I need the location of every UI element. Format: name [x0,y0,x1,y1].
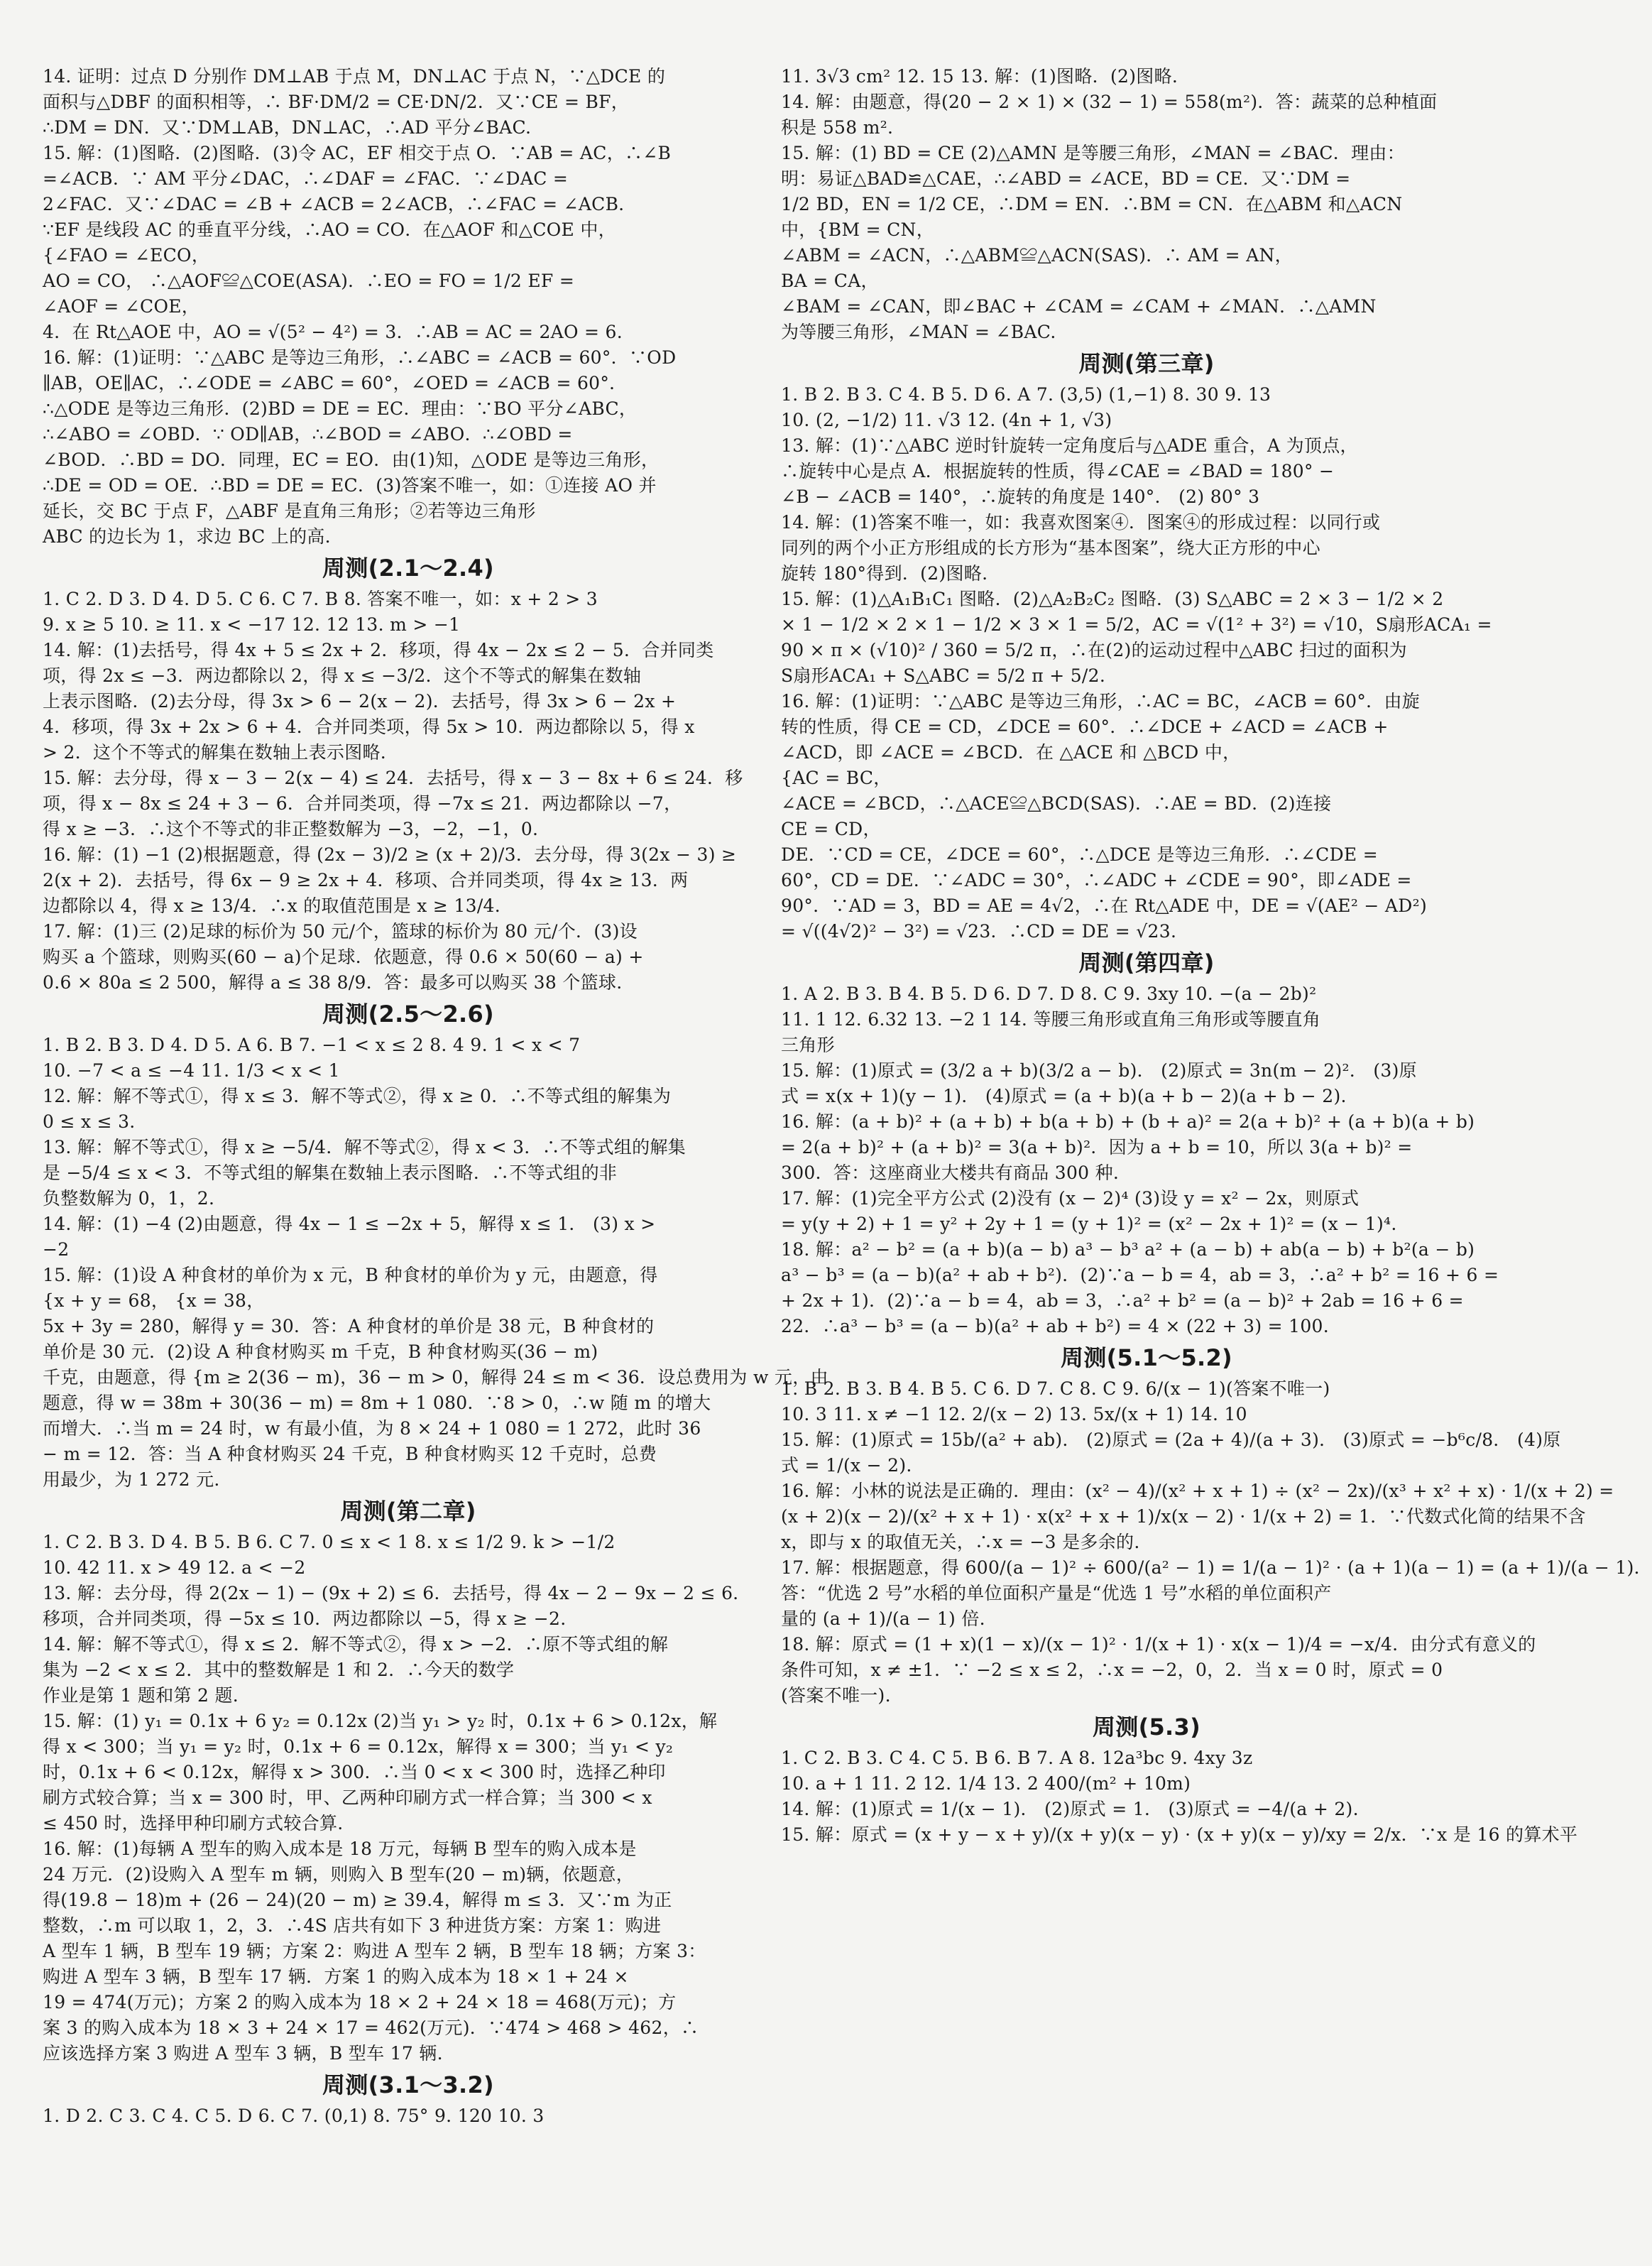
text-line: 积是 558 m². [781,117,894,138]
text-line: 明：易证△BAD≌△CAE，∴∠ABD = ∠ACE，BD = CE．又∵DM = [781,168,1351,189]
text-line: 购进 A 型车 3 辆，B 型车 17 辆．方案 1 的购入成本为 18 × 1 + 24 × [43,1966,629,1987]
text-line: 负整数解为 0，1，2. [43,1188,215,1209]
text-line: AO = CO， ∴△AOF≌△COE(ASA)．∴EO = FO = 1/2 EF = [43,271,575,291]
text-line: 17. 解：根据题意，得 600/(a − 1)² ÷ 600/(a² − 1) = 1/(a − 1)² · (a + 1)(a − 1) = (a + 1)/(a − 1)． [781,1557,1652,1578]
text-line: 1. C 2. D 3. D 4. D 5. C 6. C 7. B 8. 答案不唯一，如：x + 2 > 3 [43,589,598,609]
text-line: × 1 − 1/2 × 2 × 1 − 1/2 × 3 × 1 = 5/2，AC = √(1² + 3²) = √10，S扇形ACA₁ = [781,614,1492,635]
text-line: 10. (2, −1/2) 11. √3 12. (4n + 1, √3) [781,410,1112,430]
text-line: 9. x ≥ 5 10. ≥ 11. x < −17 12. 12 13. m > −1 [43,614,461,635]
text-line: − m = 12．答：当 A 种食材购买 24 千克，B 种食材购买 12 千克时，总费 [43,1444,657,1464]
text-line: 千克，由题意，得 {m ≥ 2(36 − m)，36 − m > 0，解得 24 ≤ m < 36．设总费用为 w 元，由 [43,1367,828,1388]
text-line: 19 = 474(万元)；方案 2 的购入成本为 18 × 2 + 24 × 18 = 468(万元)；方 [43,1992,677,2012]
text-line: 1. B 2. B 3. C 4. B 5. D 6. A 7. (3,5) (1,−1) 8. 30 9. 13 [781,384,1271,405]
text-line: 旋转 180°得到．(2)图略. [781,563,988,584]
text-line: 24 万元．(2)设购入 A 型车 m 辆，则购入 B 型车(20 − m)辆，依题意， [43,1864,635,1885]
text-line: 15. 解：(1)原式 = 15b/(a² + ab)． (2)原式 = (2a + 4)/(a + 3)． (3)原式 = −b⁶c/8． (4)原 [781,1429,1561,1450]
right-column [781,64,1652,1848]
text-line: 15. 解：(1) y₁ = 0.1x + 6 y₂ = 0.12x (2)当 y₁ > y₂ 时，0.1x + 6 > 0.12x，解 [43,1711,718,1731]
text-line: 15. 解：原式 = (x + y − x + y)/(x + y)(x − y) · (x + y)(x − y)/xy = 2/x．∵x 是 16 的算术平 [781,1824,1578,1845]
text-line: 10. a + 1 11. 2 12. 1/4 13. 2 400/(m² + 10m) [781,1773,1191,1794]
text-line: {AC = BC， [781,768,892,788]
text-line: 项，得 x − 8x ≤ 24 + 3 − 6．合并同类项，得 −7x ≤ 21．两边都除以 −7， [43,793,682,814]
text-line: 同列的两个小正方形组成的长方形为“基本图案”，绕大正方形的中心 [781,538,1320,558]
text-line: 14. 解：(1)答案不唯一，如：我喜欢图案④．图案④的形成过程：以同行或 [781,512,1381,533]
text-line: ∴旋转中心是点 A．根据旋转的性质，得∠CAE = ∠BAD = 180° − [781,461,1335,481]
text-line: CE = CD， [781,819,881,839]
text-line: 1. C 2. B 3. D 4. B 5. B 6. C 7. 0 ≤ x < 1 8. x ≤ 1/2 9. k > −1/2 [43,1532,616,1552]
text-line: x，即与 x 的取值无关，∴x = −3 是多余的. [781,1532,1140,1552]
text-line: ∠B − ∠ACB = 140°，∴旋转的角度是 140°． (2) 80° 3 [781,486,1260,507]
text-line: a³ − b³ = (a − b)(a² + ab + b²)．(2)∵a − b = 4，ab = 3，∴a² + b² = 16 + 6 = [781,1265,1499,1285]
text-line: > 2．这个不等式的解集在数轴上表示图略. [43,742,387,763]
text-line: 16. 解：(1) −1 (2)根据题意，得 (2x − 3)/2 ≥ (x + 2)/3．去分母，得 3(2x − 3) ≥ [43,844,737,865]
text-line: 式 = x(x + 1)(y − 1)． (4)原式 = (a + b)(a + b − 2)(a + b − 2). [781,1086,1347,1106]
text-line: 集为 −2 < x ≤ 2．其中的整数解是 1 和 2．∴今天的数学 [43,1660,515,1680]
text-line: 4．在 Rt△AOE 中，AO = √(5² − 4²) = 3．∴AB = AC = 2AO = 6. [43,322,623,342]
text-line: 11. 1 12. 6.32 13. −2 1 14. 等腰三角形或直角三角形或等腰直角 [781,1009,1321,1030]
text-line: 14. 解：(1)原式 = 1/(x − 1)． (2)原式 = 1． (3)原式 = −4/(a + 2). [781,1799,1359,1819]
text-line: 10. 42 11. x > 49 12. a < −2 [43,1557,306,1578]
section-heading: 周测(3.1～3.2) [322,2071,494,2098]
text-line: 90 × π × (√10)² / 360 = 5/2 π，∴在(2)的运动过程中△ABC 扫过的面积为 [781,640,1407,660]
text-line: 得 x < 300；当 y₁ = y₂ 时，0.1x + 6 = 0.12x，解得 x = 300；当 y₁ < y₂ [43,1736,674,1757]
text-line: 10. 3 11. x ≠ −1 12. 2/(x − 2) 13. 5x/(x + 1) 14. 10 [781,1404,1247,1425]
text-line: ∠ABM = ∠ACN，∴△ABM≌△ACN(SAS)．∴ AM = AN， [781,245,1293,266]
text-line: 购买 a 个篮球，则购买(60 − a)个足球．依题意，得 0.6 × 50(60 − a) + [43,947,644,967]
text-line: 15. 解：(1)原式 = (3/2 a + b)(3/2 a − b)． (2)原式 = 3n(m − 2)²． (3)原 [781,1060,1417,1081]
text-line: 15. 解：去分母，得 x − 3 − 2(x − 4) ≤ 24．去括号，得 x − 3 − 8x + 6 ≤ 24．移 [43,768,743,788]
text-line: 16. 解：(1)证明：∵△ABC 是等边三角形，∴∠ABC = ∠ACB = 60°．∵OD [43,347,677,368]
text-line: 移项，合并同类项，得 −5x ≤ 10．两边都除以 −5，得 x ≥ −2. [43,1608,567,1629]
text-line: 14. 解：(1)去括号，得 4x + 5 ≤ 2x + 2．移项，得 4x − 2x ≤ 2 − 5．合并同类 [43,640,714,660]
text-line: ∴DE = OD = OE．∴BD = DE = EC．(3)答案不唯一，如：①连接 AO 并 [43,475,657,496]
text-line: 三角形 [781,1035,835,1055]
text-line: {∠FAO = ∠ECO， [43,245,210,266]
text-line: 14. 解：解不等式①，得 x ≤ 2．解不等式②，得 x > −2．∴原不等式组的解 [43,1634,669,1655]
text-line: 4．移项，得 3x + 2x > 6 + 4．合并同类项，得 5x > 10．两边都除以 5，得 x [43,717,695,737]
text-line: 16. 解：(1)证明：∵△ABC 是等边三角形，∴AC = BC，∠ACB = 60°．由旋 [781,691,1421,712]
text-line: ∴△ODE 是等边三角形．(2)BD = DE = EC．理由：∵BO 平分∠ABC， [43,398,638,419]
text-line: ∠BOD．∴BD = DO．同理，EC = EO．由(1)知，△ODE 是等边三角形， [43,450,660,470]
text-line: 15. 解：(1)设 A 种食材的单价为 x 元，B 种食材的单价为 y 元，由题意，得 [43,1265,658,1285]
text-line: 条件可知，x ≠ ±1．∵ −2 ≤ x ≤ 2，∴x = −2，0，2．当 x = 0 时，原式 = 0 [781,1660,1443,1680]
text-line: 14. 解：由题意，得(20 − 2 × 1) × (32 − 1) = 558(m²)．答：蔬菜的总种植面 [781,92,1438,112]
text-line: 应该选择方案 3 购进 A 型车 3 辆，B 型车 17 辆. [43,2043,443,2064]
text-line: 5x + 3y = 280，解得 y = 30．答：A 种食材的单价是 38 元，B 种食材的 [43,1316,655,1336]
text-line: ∠BAM = ∠CAN，即∠BAC + ∠CAM = ∠CAM + ∠MAN．∴△AMN [781,296,1377,317]
text-line: 延长，交 BC 于点 F，△ABF 是直角三角形；②若等边三角形 [43,501,536,521]
text-line: DE．∵CD = CE，∠DCE = 60°，∴△DCE 是等边三角形．∴∠CDE = [781,844,1378,865]
text-line: (x + 2)(x − 2)/(x² + x + 1) · x(x² + x + 1)/x(x − 2) · 1/(x + 2) = 1．∵代数式化简的结果不含 [781,1506,1586,1527]
text-line: 面积与△DBF 的面积相等，∴ BF·DM/2 = CE·DN/2．又∵CE = BF， [43,92,630,112]
text-line: ∴DM = DN．又∵DM⊥AB，DN⊥AC，∴AD 平分∠BAC. [43,117,532,138]
text-line: 1. B 2. B 3. B 4. B 5. C 6. D 7. C 8. C 9. 6/(x − 1)(答案不唯一) [781,1378,1330,1399]
text-line: 是 −5/4 ≤ x < 3．不等式组的解集在数轴上表示图略．∴不等式组的非 [43,1162,618,1183]
section-heading: 周测(5.1～5.2) [1061,1344,1232,1371]
section-heading: 周测(第四章) [1078,949,1215,976]
text-line: −2 [43,1239,70,1260]
text-line: 12. 解：解不等式①，得 x ≤ 3．解不等式②，得 x ≥ 0．∴不等式组的解集为 [43,1086,672,1106]
section-heading: 周测(2.5～2.6) [322,1001,494,1028]
text-line: 18. 解：原式 = (1 + x)(1 − x)/(x − 1)² · 1/(x + 1) · x(x − 1)/4 = −x/4．由分式有意义的 [781,1634,1536,1655]
section-heading: 周测(5.3) [1092,1714,1201,1741]
text-line: ∵EF 是线段 AC 的垂直平分线，∴AO = CO．在△AOF 和△COE 中， [43,219,616,240]
text-line: A 型车 1 辆，B 型车 19 辆；方案 2：购进 A 型车 2 辆，B 型车 18 辆；方案 3： [43,1941,706,1961]
text-line: 量的 (a + 1)/(a − 1) 倍. [781,1608,985,1629]
text-line: ∠ACD，即 ∠ACE = ∠BCD．在 △ACE 和 △BCD 中， [781,742,1241,763]
text-line: 10. −7 < a ≤ −4 11. 1/3 < x < 1 [43,1060,340,1081]
text-line: = √((4√2)² − 3²) = √23．∴CD = DE = √23. [781,921,1177,942]
text-line: 13. 解：去分母，得 2(2x − 1) − (9x + 2) ≤ 6．去括号，得 4x − 2 − 9x − 2 ≤ 6． [43,1583,751,1603]
section-heading: 周测(2.1～2.4) [322,555,494,582]
text-line: 1. D 2. C 3. C 4. C 5. D 6. C 7. (0,1) 8. 75° 9. 120 10. 3 [43,2106,545,2126]
text-line: = 2(a + b)² + (a + b)² = 3(a + b)²．因为 a + b = 10，所以 3(a + b)² = [781,1137,1413,1157]
text-line: 90°．∵AD = 3，BD = AE = 4√2，∴在 Rt△ADE 中，DE = √(AE² − AD²) [781,895,1427,916]
text-line: ≤ 450 时，选择甲种印刷方式较合算. [43,1813,344,1834]
text-line: 16. 解：小林的说法是正确的．理由：(x² − 4)/(x² + x + 1) ÷ (x² − 2x)/(x³ + x² + x) · 1/(x + 2) = [781,1481,1614,1501]
text-line: ABC 的边长为 1，求边 BC 上的高. [43,526,331,547]
section-heading: 周测(第二章) [340,1498,476,1525]
text-line: 题意，得 w = 38m + 30(36 − m) = 8m + 1 080．∵8 > 0，∴w 随 m 的增大 [43,1393,711,1413]
text-line: 11. 3√3 cm² 12. 15 13. 解：(1)图略．(2)图略. [781,66,1178,87]
text-line: 式 = 1/(x − 2). [781,1455,912,1476]
text-line: 1. B 2. B 3. D 4. D 5. A 6. B 7. −1 < x ≤ 2 8. 4 9. 1 < x < 7 [43,1035,581,1055]
text-line: 答：“优选 2 号”水稻的单位面积产量是“优选 1 号”水稻的单位面积产 [781,1583,1332,1603]
text-line: BA = CA， [781,271,879,291]
text-line: 22．∴a³ − b³ = (a − b)(a² + ab + b²) = 4 × (22 + 3) = 100. [781,1316,1330,1336]
text-line: {x + y = 68， {x = 38， [43,1290,265,1311]
text-line: 14. 解：(1) −4 (2)由题意，得 4x − 1 ≤ −2x + 5，解得 x ≤ 1． (3) x > [43,1214,656,1234]
text-line: + 2x + 1)．(2)∵a − b = 4，ab = 3，∴a² + b² = (a − b)² + 2ab = 16 + 6 = [781,1290,1464,1311]
text-line: 案 3 的购入成本为 18 × 3 + 24 × 17 = 462(万元)．∵474 > 468 > 462，∴ [43,2017,699,2038]
text-line: 15. 解：(1)图略．(2)图略．(3)令 AC，EF 相交于点 O．∵AB = AC，∴∠B [43,143,672,163]
section-heading: 周测(第三章) [1078,350,1215,377]
text-line: 刷方式较合算；当 x = 300 时，甲、乙两种印刷方式一样合算；当 300 < x [43,1787,652,1808]
text-line: 300．答：这座商业大楼共有商品 300 种. [781,1162,1120,1183]
text-line: 0.6 × 80a ≤ 2 500，解得 a ≤ 38 8/9．答：最多可以购买 38 个篮球. [43,972,623,993]
text-line: 0 ≤ x ≤ 3. [43,1111,136,1132]
text-line: 边都除以 4，得 x ≥ 13/4．∴x 的取值范围是 x ≥ 13/4. [43,895,500,916]
left-column [43,64,828,2129]
text-line: 17. 解：(1)三 (2)足球的标价为 50 元/个，篮球的标价为 80 元/个．(3)设 [43,921,638,942]
text-line: ∴∠ABO = ∠OBD．∵ OD∥AB，∴∠BOD = ∠ABO．∴∠OBD = [43,424,573,445]
text-line: =∠ACB．∵ AM 平分∠DAC，∴∠DAF = ∠FAC．∵∠DAC = [43,168,569,189]
text-line: 时，0.1x + 6 < 0.12x，解得 x > 300．∴当 0 < x < 300 时，选择乙种印 [43,1762,666,1782]
text-line: ∠AOF = ∠COE， [43,296,200,317]
text-line: 而增大．∴当 m = 24 时，w 有最小值，为 8 × 24 + 1 080 = 1 272，此时 36 [43,1418,701,1439]
text-line: ∠ACE = ∠BCD，∴△ACE≌△BCD(SAS)．∴AE = BD．(2)连接 [781,793,1332,814]
text-line: 2∠FAC．又∵∠DAC = ∠B + ∠ACB = 2∠ACB，∴∠FAC = ∠ACB． [43,194,637,214]
text-line: 1. A 2. B 3. B 4. B 5. D 6. D 7. D 8. C 9. 3xy 10. −(a − 2b)² [781,984,1317,1004]
text-line: 项，得 2x ≤ −3．两边都除以 2，得 x ≤ −3/2．这个不等式的解集在数轴 [43,665,642,686]
text-line: 15. 解：(1)△A₁B₁C₁ 图略．(2)△A₂B₂C₂ 图略．(3) S△ABC = 2 × 3 − 1/2 × 2 [781,589,1444,609]
text-line: S扇形ACA₁ + S△ABC = 5/2 π + 5/2. [781,665,1106,686]
text-line: 用最少，为 1 272 元. [43,1469,220,1490]
text-line: 13. 解：解不等式①，得 x ≥ −5/4．解不等式②，得 x < 3．∴不等式组的解集 [43,1137,686,1157]
text-line: 单价是 30 元．(2)设 A 种食材购买 m 千克，B 种食材购买(36 − m) [43,1341,598,1362]
text-line: = y(y + 2) + 1 = y² + 2y + 1 = (y + 1)² = (x² − 2x + 1)² = (x − 1)⁴. [781,1214,1397,1234]
text-line: 18. 解：a² − b² = (a + b)(a − b) a³ − b³ a² + (a − b) + ab(a − b) + b²(a − b) [781,1239,1475,1260]
text-line: 1/2 BD，EN = 1/2 CE，∴DM = EN．∴BM = CN．在△ABM 和△ACN [781,194,1403,214]
text-line: 16. 解：(1)每辆 A 型车的购入成本是 18 万元，每辆 B 型车的购入成本是 [43,1839,637,1859]
text-line: (答案不唯一). [781,1685,891,1706]
text-line: 1. C 2. B 3. C 4. C 5. B 6. B 7. A 8. 12a³bc 9. 4xy 3z [781,1748,1253,1768]
text-line: 14. 证明：过点 D 分别作 DM⊥AB 于点 M，DN⊥AC 于点 N，∵△DCE 的 [43,66,666,87]
text-line: 得 x ≥ −3．∴这个不等式的非正整数解为 −3，−2，−1，0. [43,819,539,839]
text-line: 为等腰三角形，∠MAN = ∠BAC. [781,322,1056,342]
text-line: 作业是第 1 题和第 2 题. [43,1685,239,1706]
text-line: 2(x + 2)．去括号，得 6x − 9 ≥ 2x + 4．移项、合并同类项，得 4x ≥ 13．两 [43,870,689,890]
text-line: 得(19.8 − 18)m + (26 − 24)(20 − m) ≥ 39.4，解得 m ≤ 3．又∵m 为正 [43,1890,672,1910]
text-line: 17. 解：(1)完全平方公式 (2)没有 (x − 2)⁴ (3)设 y = x² − 2x，则原式 [781,1188,1360,1209]
text-line: 60°，CD = DE．∵∠ADC = 30°，∴∠ADC + ∠CDE = 90°，即∠ADE = [781,870,1412,890]
text-line: ∥AB，OE∥AC，∴∠ODE = ∠ABC = 60°，∠OED = ∠ACB = 60°． [43,373,628,393]
text-line: 整数，∴m 可以取 1，2，3．∴4S 店共有如下 3 种进货方案：方案 1：购进 [43,1915,662,1936]
text-line: 13. 解：(1)∵△ABC 逆时针旋转一定角度后与△ADE 重合，A 为顶点， [781,435,1358,456]
text-line: 16. 解：(a + b)² + (a + b) + b(a + b) + (b + a)² = 2(a + b)² + (a + b)(a + b) [781,1111,1475,1132]
text-line: 中，{BM = CN， [781,219,935,240]
text-line: 上表示图略．(2)去分母，得 3x > 6 − 2(x − 2)．去括号，得 3x > 6 − 2x + [43,691,677,712]
text-line: 转的性质，得 CE = CD，∠DCE = 60°．∴∠DCE + ∠ACD = ∠ACB + [781,717,1389,737]
text-line: 15. 解：(1) BD = CE (2)△AMN 是等腰三角形，∠MAN = ∠BAC．理由： [781,143,1405,163]
